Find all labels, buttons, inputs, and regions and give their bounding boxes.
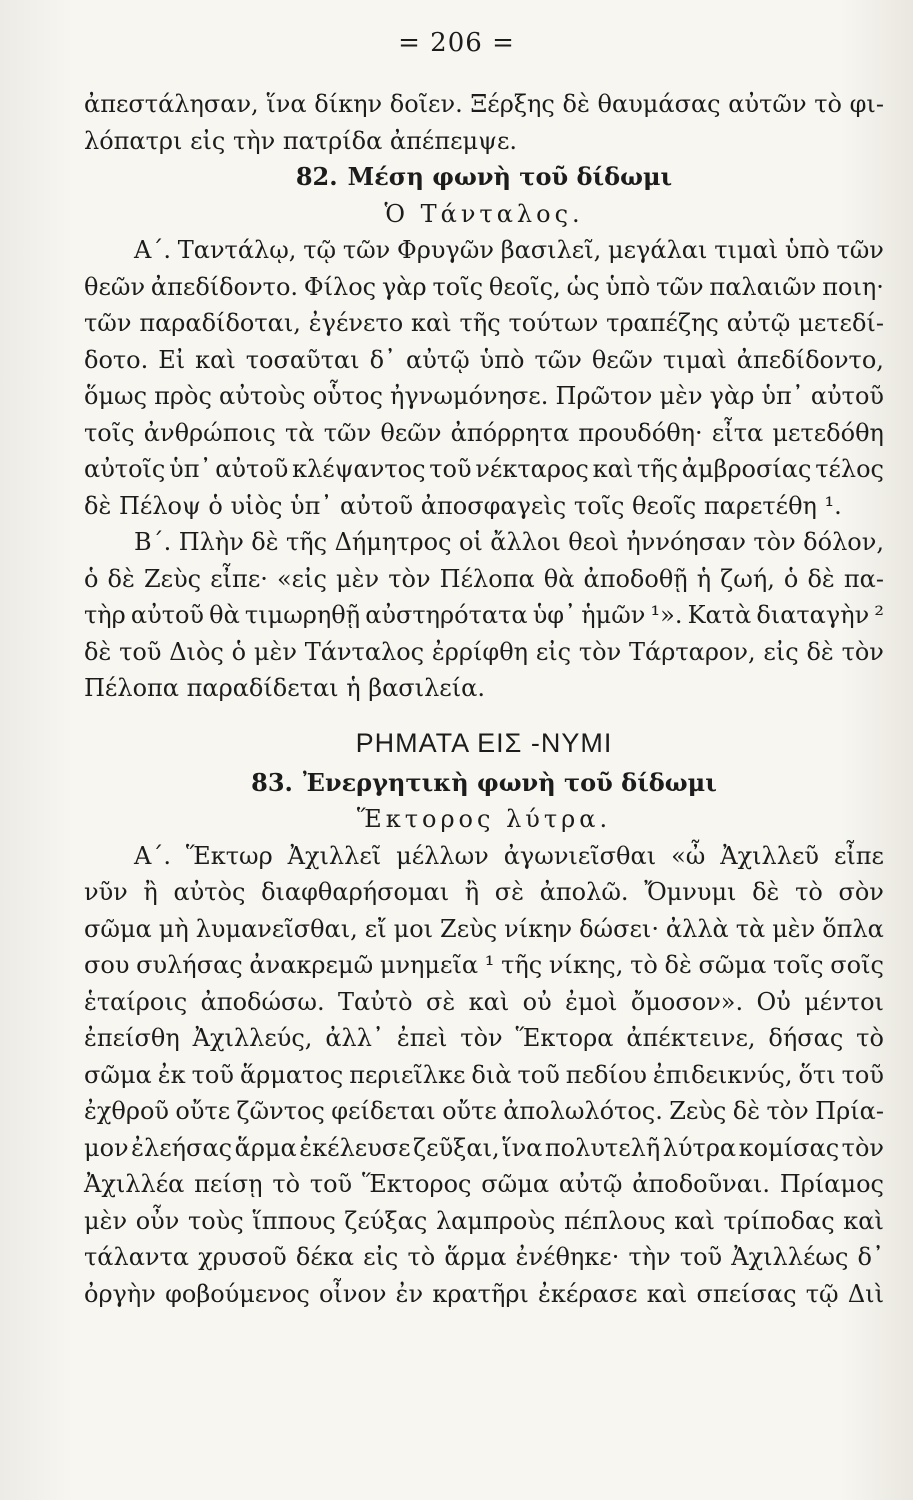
text-line: αὐτοῖς ὑπ᾽ αὐτοῦ κλέψαντος τοῦ νέκταρος καὶ τῆς ἀμβροσίας τέλος [84, 455, 884, 483]
text-line: σῶμα μὴ λυμανεῖσθαι, εἴ μοι Ζεὺς νίκην δώσει· ἀλλὰ τὰ μὲν ὅπλα [84, 914, 884, 943]
text-line: τῶν παραδίδοται, ἐγένετο καὶ τῆς τούτων τραπέζης αὐτῷ μετεδί- [84, 309, 884, 337]
text-line: ὁ δὲ Ζεὺς εἶπε· «εἰς μὲν τὸν Πέλοπα θὰ ἀποδοθῇ ἡ ζωή, ὁ δὲ πα- [84, 564, 884, 593]
lesson-title: Ἐνεργητικὴ φωνὴ τοῦ δίδωμι [302, 767, 717, 797]
lesson-number: 83. [251, 767, 293, 797]
text-line: μὲν οὖν τοὺς ἵππους ζεύξας λαμπροὺς πέπλους καὶ τρίποδας καὶ [84, 1206, 884, 1235]
page-number: = 206 = [398, 28, 515, 58]
text-line: μον ἐλεήσας ἅρμα ἐκέλευσε ζεῦξαι, ἵνα πολυτελῆ λύτρα κομίσας τὸν [84, 1133, 884, 1162]
lesson-83-heading [84, 765, 884, 802]
text-line: ὀργὴν φοβούμενος οἶνον ἐν κρατῆρι ἐκέρασε καὶ σπείσας τῷ Διὶ [84, 1279, 884, 1308]
text-line: σῶμα ἐκ τοῦ ἅρματος περιεῖλκε διὰ τοῦ πεδίου ἐπιδεικνύς, ὅτι τοῦ [84, 1060, 884, 1089]
lesson-82-subtitle: Ὁ Τάνταλος. [384, 199, 584, 228]
text-line: ἑταίροις ἀποδώσω. Ταὐτὸ σὲ καὶ οὐ ἐμοὶ ὄμοσον». Οὐ μέντοι [84, 987, 884, 1016]
text-line: Ἀχιλλέα πείσῃ τὸ τοῦ Ἕκτορος σῶμα αὐτῷ ἀποδοῦναι. Πρίαμος [84, 1170, 884, 1198]
lesson-82-heading [84, 159, 884, 196]
lesson-title: Μέση φωνὴ τοῦ δίδωμι [347, 162, 673, 191]
text-line: Α΄. Ἕκτωρ Ἀχιλλεῖ μέλλων ἀγωνιεῖσθαι «ὦ Ἀχιλλεῦ εἶπε [134, 841, 884, 870]
text-line: τὴρ αὐτοῦ θὰ τιμωρηθῇ αὐστηρότατα ὑφ᾽ ἡμῶν ¹». Κατὰ διαταγὴν ² [84, 601, 884, 629]
text-line: σου συλήσας ἀνακρεμῶ μνημεῖα ¹ τῆς νίκης, τὸ δὲ σῶμα τοῖς σοῖς [84, 951, 884, 979]
text-line: Β΄. Πλὴν δὲ τῆς Δήμητρος οἱ ἄλλοι θεοὶ ἠννόησαν τὸν δόλον, [134, 528, 884, 556]
text-line: τοῖς ἀνθρώποις τὰ τῶν θεῶν ἀπόρρητα προυδόθη· εἶτα μετεδόθη [84, 418, 884, 447]
text-line: δοτο. Εἰ καὶ τοσαῦται δ᾽ αὐτῷ ὑπὸ τῶν θεῶν τιμαὶ ἀπεδίδοντο, [84, 345, 884, 374]
lesson-number: 82. [295, 162, 338, 191]
text-line: θεῶν ἀπεδίδοντο. Φίλος γὰρ τοῖς θεοῖς, ὡς ὑπὸ τῶν παλαιῶν ποιη· [84, 272, 884, 301]
text-line: ἀπεστάλησαν, ἵνα δίκην δοῖεν. Ξέρξης δὲ θαυμάσας αὐτῶν τὸ φι- [84, 90, 884, 118]
text-line: ὅμως πρὸς αὐτοὺς οὗτος ἠγνωμόνησε. Πρῶτον μὲν γὰρ ὑπ᾽ αὐτοῦ [84, 382, 884, 410]
lesson-83-subtitle: Ἕκτορος λύτρα. [356, 805, 612, 833]
section-title: ΡΗΜΑΤΑ ΕΙΣ -ΝΥΜΙ [355, 727, 613, 758]
text-line: ἐχθροῦ οὔτε ζῶντος φείδεται οὔτε ἀπολωλότος. Ζεὺς δὲ τὸν Πρία- [84, 1097, 884, 1125]
text-line: δὲ τοῦ Διὸς ὁ μὲν Τάνταλος ἐρρίφθη εἰς τὸν Τάρταρον, εἰς δὲ τὸν [84, 637, 884, 666]
text-line: δὲ Πέλοψ ὁ υἱὸς ὑπ᾽ αὐτοῦ ἀποσφαγεὶς τοῖς θεοῖς παρετέθη ¹. [84, 491, 842, 520]
text-line: λόπατρι εἰς τὴν πατρίδα ἀπέπεμψε. [84, 126, 518, 155]
text-line: τάλαντα χρυσοῦ δέκα εἰς τὸ ἅρμα ἐνέθηκε· τὴν τοῦ Ἀχιλλέως δ᾽ [84, 1243, 884, 1271]
text-line: νῦν ἢ αὐτὸς διαφθαρήσομαι ἢ σὲ ἀπολῶ. Ὄμνυμι δὲ τὸ σὸν [84, 878, 884, 906]
text-line: ἐπείσθη Ἀχιλλεύς, ἀλλ᾽ ἐπεὶ τὸν Ἕκτορα ἀπέκτεινε, δήσας τὸ [84, 1024, 884, 1052]
page-body [84, 86, 884, 1312]
text-line: Α΄. Ταντάλῳ, τῷ τῶν Φρυγῶν βασιλεῖ, μεγάλαι τιμαὶ ὑπὸ τῶν [134, 236, 884, 264]
text-line: Πέλοπα παραδίδεται ἡ βασιλεία. [84, 674, 485, 702]
